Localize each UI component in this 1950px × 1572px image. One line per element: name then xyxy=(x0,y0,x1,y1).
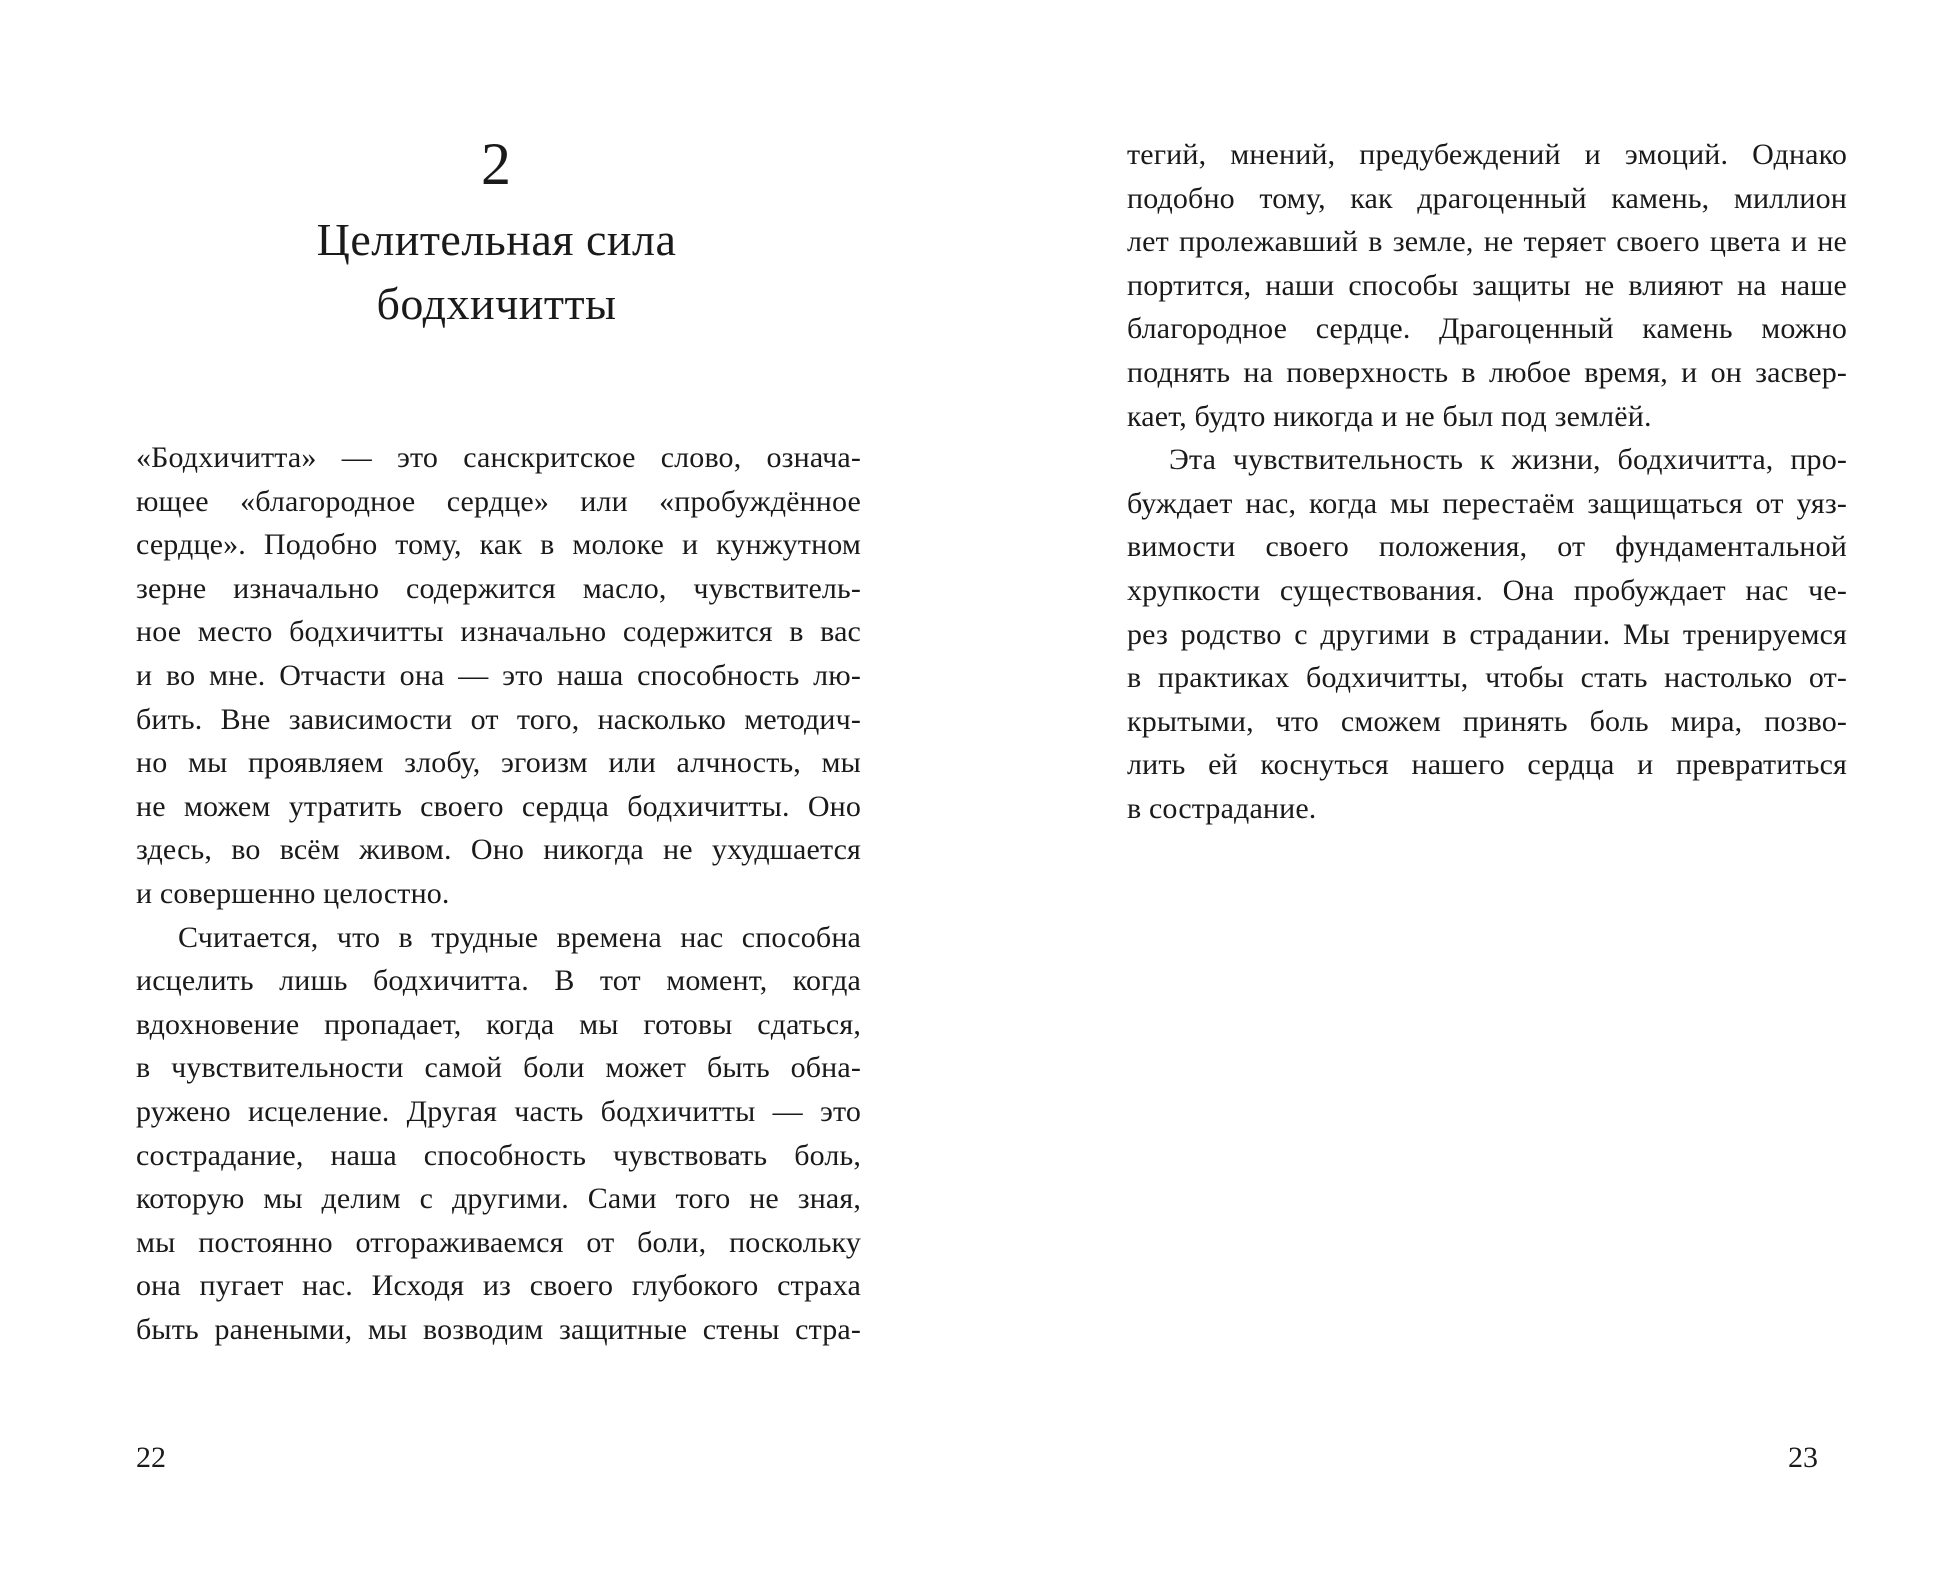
text-line: сострадание, наша способность чувствовать боль, xyxy=(136,1138,861,1172)
text-line: «Бодхичитта» — это санскритское слово, означа- xyxy=(136,441,861,474)
text-line: в практиках бодхичитты, чтобы стать настолько от- xyxy=(1127,661,1847,695)
chapter-title xyxy=(135,208,858,336)
body-text xyxy=(1127,133,1847,831)
text-line: хрупкости существования. Она пробуждает нас че- xyxy=(1127,573,1847,607)
chapter-title-line: Целительная сила xyxy=(316,214,677,265)
text-line: но мы проявляем злобу, эгоизм или алчность, мы xyxy=(136,746,861,780)
text-line: сердце». Подобно тому, как в молоке и кунжутном xyxy=(136,528,861,562)
text-line: ное место бодхичитты изначально содержится в вас xyxy=(136,615,861,649)
text-line: подобно тому, как драгоценный камень, миллион xyxy=(1127,181,1847,215)
text-line: в чувствительности самой боли может быть обна- xyxy=(136,1051,861,1085)
text-line: лет пролежавший в земле, не теряет своего цвета и не xyxy=(1127,225,1847,259)
text-line: и совершенно целостно. xyxy=(136,876,450,910)
text-line: быть ранеными, мы возводим защитные стены стра- xyxy=(136,1312,861,1346)
text-line: Считается, что в трудные времена нас способна xyxy=(178,920,861,954)
text-line: вимости своего положения, от фундаментальной xyxy=(1127,530,1847,564)
chapter-title-line: бодхичитты xyxy=(376,278,617,329)
right-page xyxy=(975,0,1950,1572)
text-line: не можем утратить своего сердца бодхичитты. Оно xyxy=(136,789,861,823)
text-line: вдохновение пропадает, когда мы готовы сдаться, xyxy=(136,1007,861,1041)
text-line: портится, наши способы защиты не влияют на наше xyxy=(1127,268,1847,302)
text-line: она пугает нас. Исходя из своего глубокого страха xyxy=(136,1269,861,1303)
text-line: зерне изначально содержится масло, чувствитель- xyxy=(136,571,861,605)
page-number: 22 xyxy=(136,1441,166,1474)
text-line: в сострадание. xyxy=(1127,791,1317,825)
text-line: и во мне. Отчасти она — это наша способность лю- xyxy=(136,658,861,692)
text-line: тегий, мнений, предубеждений и эмоций. Однако xyxy=(1127,138,1847,171)
text-line: Эта чувствительность к жизни, бодхичитта, про- xyxy=(1169,443,1847,477)
body-text xyxy=(136,436,861,1351)
text-line: исцелить лишь бодхичитта. В тот момент, когда xyxy=(136,964,861,998)
text-line: кает, будто никогда и не был под землёй. xyxy=(1127,399,1652,433)
text-line: ружено исцеление. Другая часть бодхичитты — это xyxy=(136,1094,861,1128)
text-line: рез родство с другими в страдании. Мы тренируемся xyxy=(1127,617,1847,651)
text-line: бить. Вне зависимости от того, насколько методич- xyxy=(136,702,861,736)
text-line: лить ей коснуться нашего сердца и превратиться xyxy=(1127,748,1847,782)
text-line: крытыми, что сможем принять боль мира, позво- xyxy=(1127,704,1847,738)
text-line: благородное сердце. Драгоценный камень можно xyxy=(1127,312,1847,346)
text-line: поднять на поверхность в любое время, и он засвер- xyxy=(1127,355,1847,389)
page-number: 23 xyxy=(1788,1441,1818,1474)
text-line: которую мы делим с другими. Сами того не зная, xyxy=(136,1182,861,1216)
text-line: мы постоянно отгораживаемся от боли, поскольку xyxy=(136,1225,861,1259)
text-line: буждает нас, когда мы перестаём защищаться от уяз- xyxy=(1127,486,1847,520)
text-line: здесь, во всём живом. Оно никогда не ухудшается xyxy=(136,833,861,867)
text-line: ющее «благородное сердце» или «пробуждённое xyxy=(136,484,861,518)
chapter-number: 2 xyxy=(481,131,512,197)
